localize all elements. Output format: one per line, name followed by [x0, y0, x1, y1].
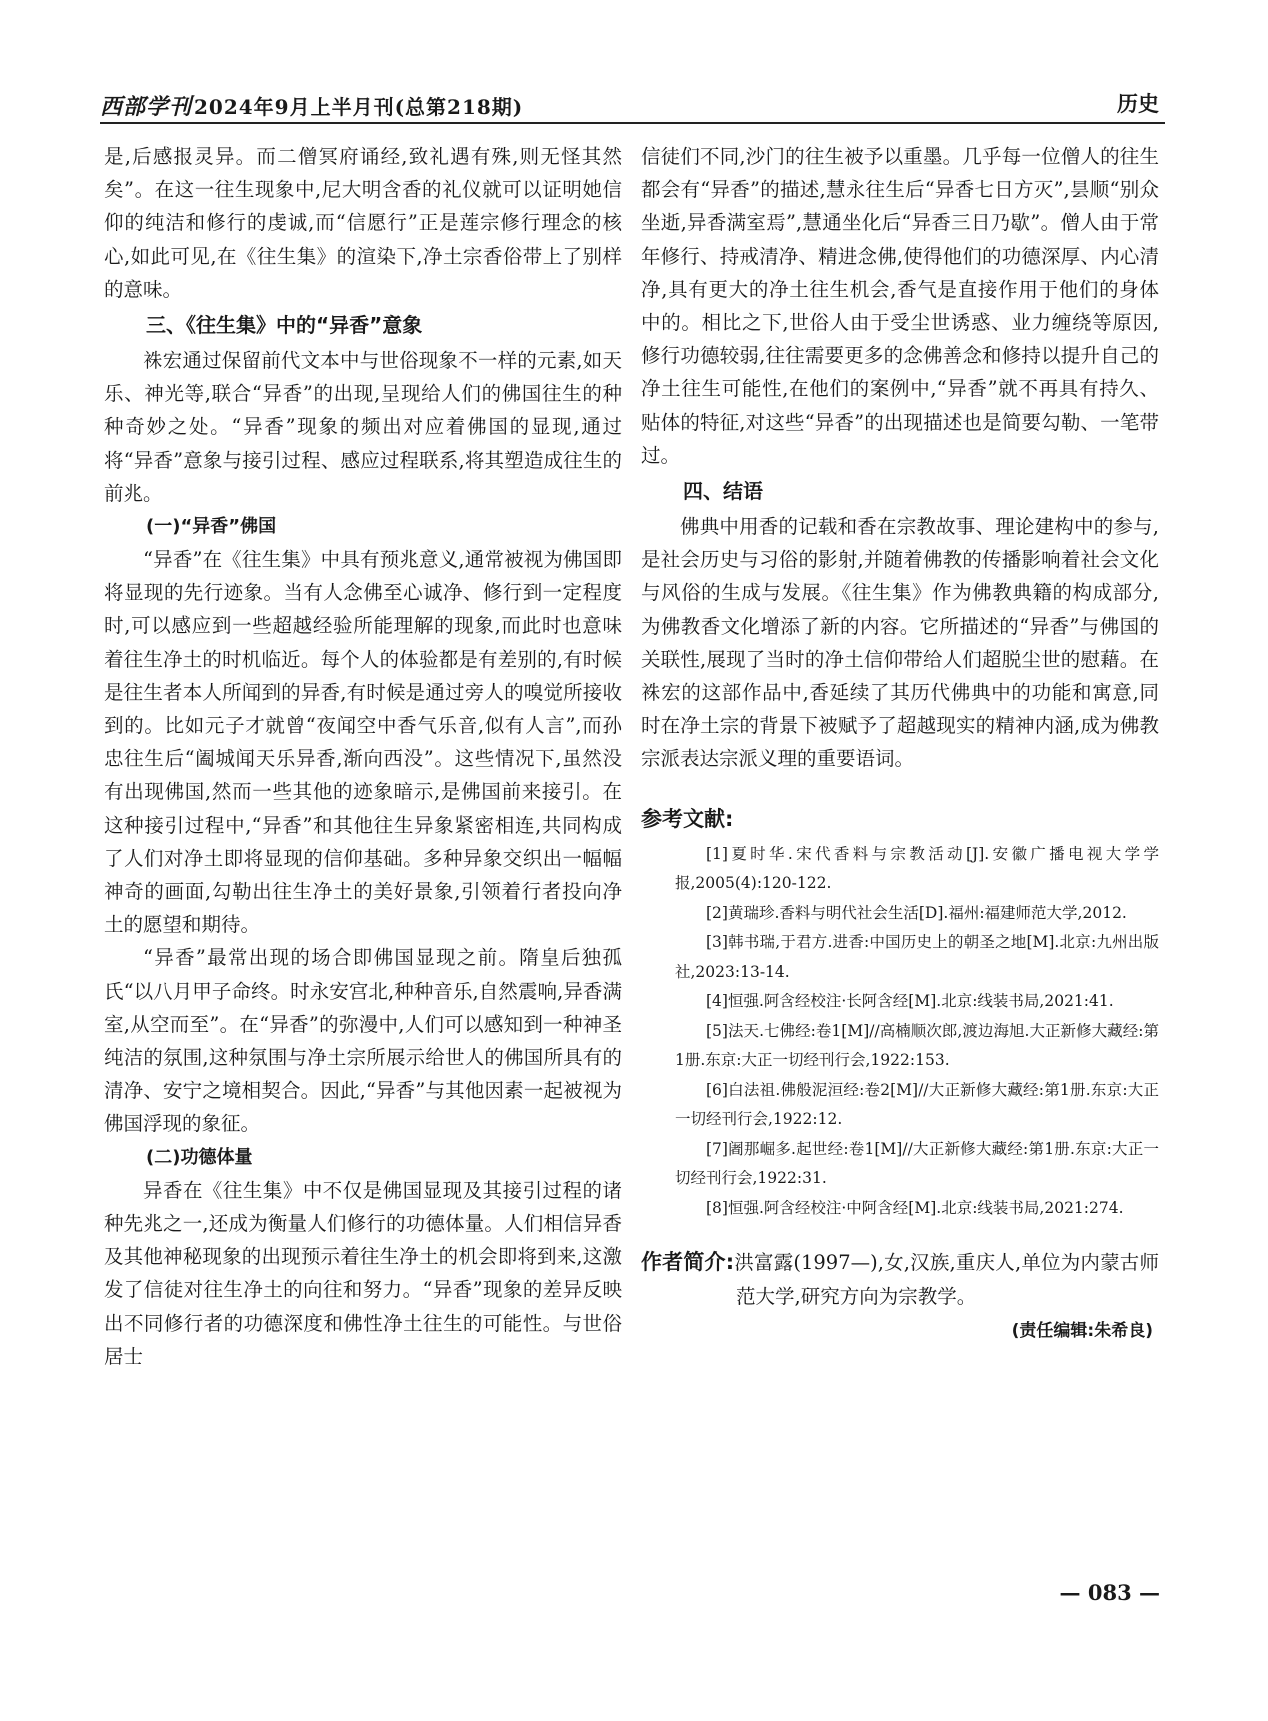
issue-info: 2024年9月上半月刊(总第218期): [194, 95, 524, 119]
reference-item: [1]夏时华.宋代香料与宗教活动[J].安徽广播电视大学学报,2005(4):120-122.: [675, 844, 1159, 893]
reference-item: [5]法天.七佛经:卷1[M]//高楠顺次郎,渡边海旭.大正新修大藏经:第1册.东京:大正一切经刊行会,1922:153.: [675, 1021, 1159, 1070]
section-heading: 三、《往生集》中的“异香”意象: [146, 313, 423, 338]
reference-item: [3]韩书瑞,于君方.进香:中国历史上的朝圣之地[M].北京:九州出版社,2023:13-14.: [675, 933, 1159, 981]
responsible-editor: (责任编辑:朱希良): [1011, 1321, 1153, 1342]
reference-item: [8]恒强.阿含经校注·中阿含经[M].北京:线装书局,2021:274.: [706, 1198, 1124, 1217]
paragraph: 袾宏通过保留前代文本中与世俗现象不一样的元素,如天乐、神光等,联合“异香”的出现,呈现给人们的佛国往生的种种奇妙之处。“异香”现象的频出对应着佛国的显现,通过将“异香”意象与接引过程、感应过程联系,将其塑造成往生的前兆。: [104, 349, 622, 505]
references-list: [641, 840, 1159, 1224]
subsection-heading: (一)“异香”佛国: [146, 516, 277, 538]
header-rule: [100, 122, 1165, 124]
subsection-heading: (二)功德体量: [146, 1146, 253, 1168]
author-bio-text: 洪富露(1997—),女,汉族,重庆人,单位为内蒙古师范大学,研究方向为宗教学。: [734, 1251, 1159, 1309]
paragraph: “异香”最常出现的场合即佛国显现之前。隋皇后独孤氏“以八月甲子命终。时永安宫北,种种音乐,自然震响,异香满室,从空而至”。在“异香”的弥漫中,人们可以感知到一种神圣纯洁的氛围,这种氛围与净土宗所展示给世人的佛国所具有的清净、安宁之境相契合。因此,“异香”与其他因素一起被视为佛国浮现的象征。: [104, 946, 622, 1136]
author-bio-label: 作者简介:: [641, 1250, 735, 1275]
paragraph: 异香在《往生集》中不仅是佛国显现及其接引过程的诸种先兆之一,还成为衡量人们修行的功德体量。人们相信异香及其他神秘现象的出现预示着往生净土的机会即将到来,这激发了信徒对往生净土的向往和努力。“异香”现象的差异反映出不同修行者的功德深度和佛性净土往生的可能性。与世俗居士: [104, 1178, 622, 1368]
left-column: [104, 140, 622, 1373]
references-title: 参考文献:: [641, 806, 734, 831]
page-number: — 083 —: [1059, 1580, 1160, 1605]
section-heading: 四、结语: [683, 479, 763, 504]
paragraph: “异香”在《往生集》中具有预兆意义,通常被视为佛国即将显现的先行迹象。当有人念佛至心诚净、修行到一定程度时,可以感应到一些超越经验所能理解的现象,而此时也意味着往生净土的时机临近。每个人的体验都是有差别的,有时候是往生者本人所闻到的异香,有时候是通过旁人的嗅觉所接收到的。比如元子才就曾“夜闻空中香气乐音,似有人言”,而孙忠往生后“阖城闻天乐异香,渐向西没”。这些情况下,虽然没有出现佛国,然而一些其他的迹象暗示,是佛国前来接引。在这种接引过程中,“异香”和其他往生异象紧密相连,共同构成了人们对净土即将显现的信仰基础。多种异象交织出一幅幅神奇的画面,勾勒出往生净土的美好景象,引领着行者投向净土的愿望和期待。: [104, 548, 622, 937]
reference-item: [7]阇那崛多.起世经:卷1[M]//大正新修大藏经:第1册.东京:大正一切经刊行会,1922:31.: [675, 1139, 1159, 1188]
author-bio: [641, 1245, 1159, 1314]
paragraph: 佛典中用香的记载和香在宗教故事、理论建构中的参与,是社会历史与习俗的影射,并随着佛教的传播影响着社会文化与风俗的生成与发展。《往生集》作为佛教典籍的构成部分,为佛教香文化增添了新的内容。它所描述的“异香”与佛国的关联性,展现了当时的净土信仰带给人们超脱尘世的慰藉。在袾宏的这部作品中,香延续了其历代佛典中的功能和寓意,同时在净土宗的背景下被赋予了超越现实的精神内涵,成为佛教宗派表达宗派义理的重要语词。: [641, 515, 1159, 771]
reference-item: [2]黄瑞珍.香料与明代社会生活[D].福州:福建师范大学,2012.: [706, 903, 1127, 922]
reference-item: [4]恒强.阿含经校注·长阿含经[M].北京:线装书局,2021:41.: [706, 992, 1114, 1011]
paragraph: 是,后感报灵异。而二僧冥府诵经,致礼遇有殊,则无怪其然矣”。在这一往生现象中,尼大明含香的礼仪就可以证明她信仰的纯洁和修行的虔诚,而“信愿行”正是莲宗修行理念的核心,如此可见,在《往生集》的渲染下,净土宗香俗带上了别样的意味。: [104, 145, 622, 301]
right-column: [641, 140, 1159, 1348]
journal-issue: [100, 90, 523, 121]
running-header: [100, 86, 1165, 124]
paragraph: 信徒们不同,沙门的往生被予以重墨。几乎每一位僧人的往生都会有“异香”的描述,慧永往生后“异香七日方灭”,昙顺“别众坐逝,异香满室焉”,慧通坐化后“异香三日乃歇”。僧人由于常年修行、持戒清净、精进念佛,使得他们的功德深厚、内心清净,具有更大的净土往生机会,香气是直接作用于他们的身体中的。相比之下,世俗人由于受尘世诱惑、业力缠绕等原因,修行功德较弱,往往需要更多的念佛善念和修持以提升自己的净土往生可能性,在他们的案例中,“异香”就不再具有持久、贴体的特征,对这些“异香”的出现描述也是简要勾勒、一笔带过。: [641, 145, 1159, 467]
reference-item: [6]白法祖.佛般泥洹经:卷2[M]//大正新修大藏经:第1册.东京:大正一切经刊行会,1922:12.: [675, 1080, 1159, 1129]
journal-logo: 西部学刊: [100, 94, 193, 120]
section-label: 历史: [1117, 92, 1159, 116]
